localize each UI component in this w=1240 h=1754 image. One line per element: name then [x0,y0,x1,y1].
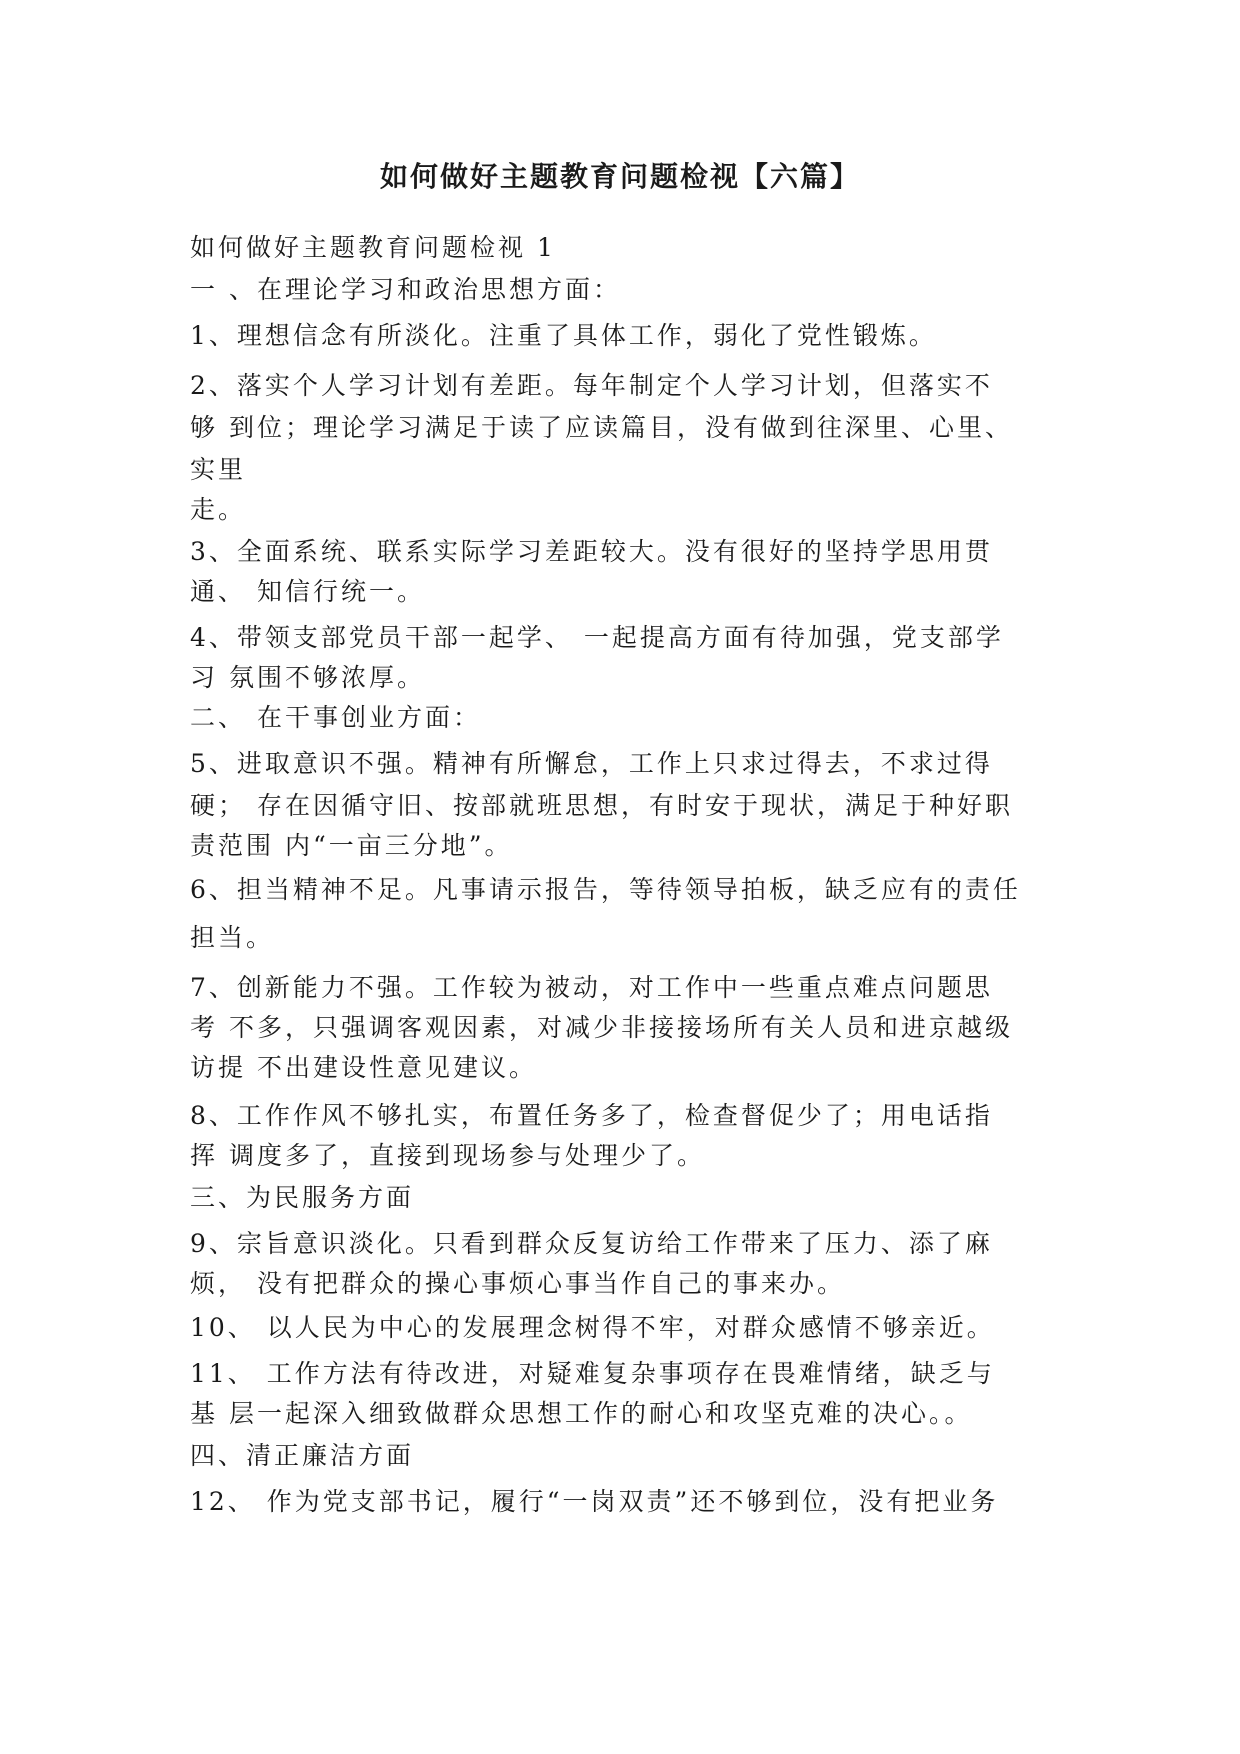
paragraph-line: 7、创新能力不强。工作较为被动，对工作中一些重点难点问题思 [190,973,993,1002]
paragraph-line: 走。 [190,495,247,524]
document-subtitle: 如何做好主题教育问题检视 1 [190,233,556,262]
paragraph-line: 11、 工作方法有待改进，对疑难复杂事项存在畏难情绪，缺乏与 [190,1359,995,1388]
paragraph-line: 基 层一起深入细致做群众思想工作的耐心和攻坚克难的决心。。 [190,1399,973,1428]
paragraph-line: 6、担当精神不足。凡事请示报告，等待领导拍板，缺乏应有的责任 [190,875,1021,904]
paragraph-line: 烦， 没有把群众的操心事烦心事当作自己的事来办。 [190,1269,845,1298]
paragraph-line: 8、工作作风不够扎实，布置任务多了，检查督促少了；用电话指 [190,1101,993,1130]
paragraph-line: 访提 不出建设性意见建议。 [190,1053,537,1082]
paragraph-line: 5、进取意识不强。精神有所懈怠，工作上只求过得去，不求过得 [190,749,993,778]
section-heading-1: 一 、在理论学习和政治思想方面： [190,275,621,304]
paragraph-line: 2、落实个人学习计划有差距。每年制定个人学习计划，但落实不 [190,371,993,400]
paragraph-line: 9、宗旨意识淡化。只看到群众反复访给工作带来了压力、添了麻 [190,1229,993,1258]
paragraph-line: 实里 [190,455,247,484]
paragraph-line: 挥 调度多了，直接到现场参与处理少了。 [190,1141,705,1170]
paragraph-line: 1、理想信念有所淡化。注重了具体工作，弱化了党性锻炼。 [190,321,937,350]
paragraph-line: 考 不多，只强调客观因素，对减少非接接场所有关人员和进京越级 [190,1013,1013,1042]
section-heading-2: 二、 在干事创业方面： [190,703,481,732]
section-heading-4: 四、清正廉洁方面 [190,1441,415,1470]
document-title: 如何做好主题教育问题检视【六篇】 [379,160,860,193]
paragraph-line: 3、全面系统、联系实际学习差距较大。没有很好的坚持学思用贯 [190,537,993,566]
paragraph-line: 硬； 存在因循守旧、按部就班思想，有时安于现状，满足于种好职 [190,791,1013,820]
paragraph-line: 10、 以人民为中心的发展理念树得不牢，对群众感情不够亲近。 [190,1313,995,1342]
paragraph-line: 担当。 [190,923,275,952]
paragraph-line: 责范围 内“一亩三分地”。 [190,831,513,860]
paragraph-line: 12、 作为党支部书记，履行“一岗双责”还不够到位，没有把业务 [190,1487,999,1516]
paragraph-line: 通、 知信行统一。 [190,577,425,606]
paragraph-line: 4、带领支部党员干部一起学、 一起提高方面有待加强，党支部学 [190,623,1004,652]
paragraph-line: 习 氛围不够浓厚。 [190,663,425,692]
section-heading-3: 三、为民服务方面 [190,1183,415,1212]
paragraph-line: 够 到位；理论学习满足于读了应读篇目，没有做到往深里、心里、 [190,413,1013,442]
